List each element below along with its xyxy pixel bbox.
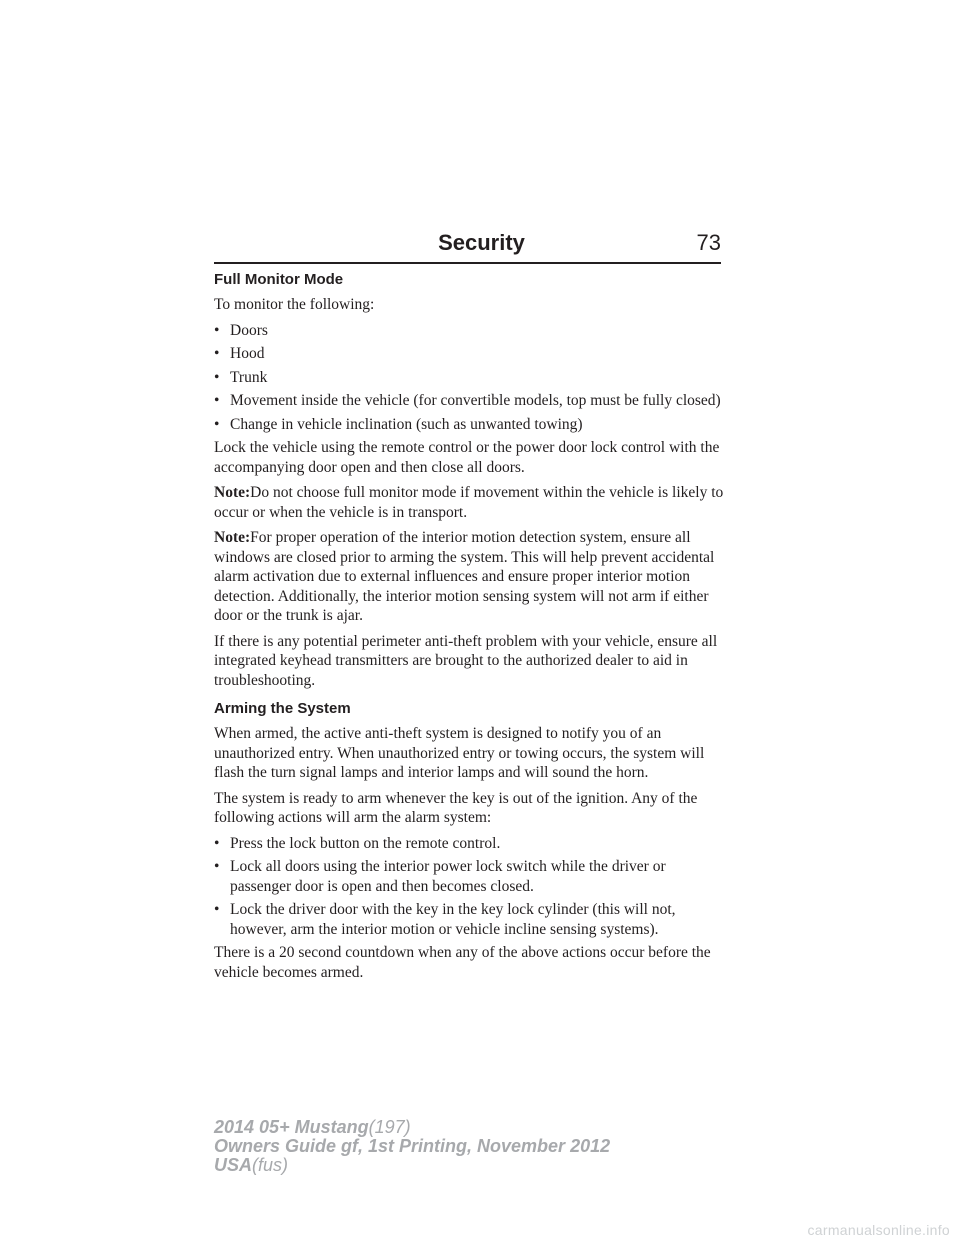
page-header (214, 228, 721, 264)
list-item: • Lock the driver door with the key in the key lock cylinder (this will not, however, arm the interior motion or vehicle incline sensing systems). (214, 901, 676, 938)
list-item: • Trunk (214, 368, 268, 386)
arming-list (214, 834, 724, 940)
bullet-icon: • (214, 415, 220, 433)
heading-full-monitor-mode: Full Monitor Mode (214, 271, 344, 288)
footer-line-1: 2014 05+ Mustang(197) (214, 1117, 411, 1137)
paragraph-intro: To monitor the following: (214, 296, 375, 313)
print-footer (214, 1118, 610, 1175)
list-item: • Hood (214, 345, 265, 362)
heading-arming-the-system: Arming the System (214, 700, 351, 717)
list-item: • Movement inside the vehicle (for convertible models, top must be fully closed) (214, 392, 721, 409)
bullet-icon: • (214, 901, 220, 918)
bullet-icon: • (214, 345, 220, 362)
note-text: Do not choose full monitor mode if movement within the vehicle is likely to occur or when the vehicle is in transport. (214, 484, 724, 521)
paragraph-ready: The system is ready to arm whenever the key is out of the ignition. Any of the following actions will arm the alarm system: (214, 789, 698, 826)
list-item: • Lock all doors using the interior power lock switch while the driver or passenger door is open and then becomes closed. (214, 858, 666, 895)
bullet-icon: • (214, 858, 220, 875)
note-text: For proper operation of the interior motion detection system, ensure all windows are closed prior to arming the system. This will help prevent accidental alarm activation due to external influences and ensure proper interior motion detection. Additionally, the interior motion sensing system will not arm if either door or the trunk is ajar. (214, 529, 715, 624)
list-item: • Press the lock button on the remote control. (214, 834, 501, 852)
section-title: Security (438, 230, 525, 255)
paragraph-countdown: There is a 20 second countdown when any of the above actions occur before the vehicle becomes armed. (214, 944, 711, 981)
note-label: Note: (214, 529, 251, 546)
paragraph-problem: If there is any potential perimeter anti-theft problem with your vehicle, ensure all integrated keyhead transmitters are brought to the authorized dealer to aid in troubleshooting. (214, 632, 718, 689)
page-content (214, 270, 724, 988)
note-label: Note: (214, 484, 251, 501)
list-item: • Change in vehicle inclination (such as unwanted towing) (214, 415, 583, 433)
paragraph-armed: When armed, the active anti-theft system is designed to notify you of an unauthorized entry. When unauthorized entry or towing occurs, the system will flash the turn signal lamps and interior lamps and will sound the horn. (214, 725, 705, 781)
page-number: 73 (696, 230, 721, 255)
note-interior-motion (214, 528, 724, 626)
list-item: • Doors (214, 321, 268, 339)
footer-line-3: USA(fus) (214, 1155, 289, 1175)
bullet-icon: • (214, 834, 220, 852)
footer-line-2: Owners Guide gf, 1st Printing, November 2012 (214, 1136, 611, 1156)
bullet-icon: • (214, 368, 220, 386)
paragraph-lock: Lock the vehicle using the remote control or the power door lock control with the accompanying door open and then close all doors. (214, 439, 720, 476)
monitor-list (214, 321, 724, 435)
bullet-icon: • (214, 321, 220, 339)
watermark: carmanualsonline.info (807, 1222, 950, 1238)
bullet-icon: • (214, 392, 220, 409)
note-full-monitor (214, 483, 724, 522)
